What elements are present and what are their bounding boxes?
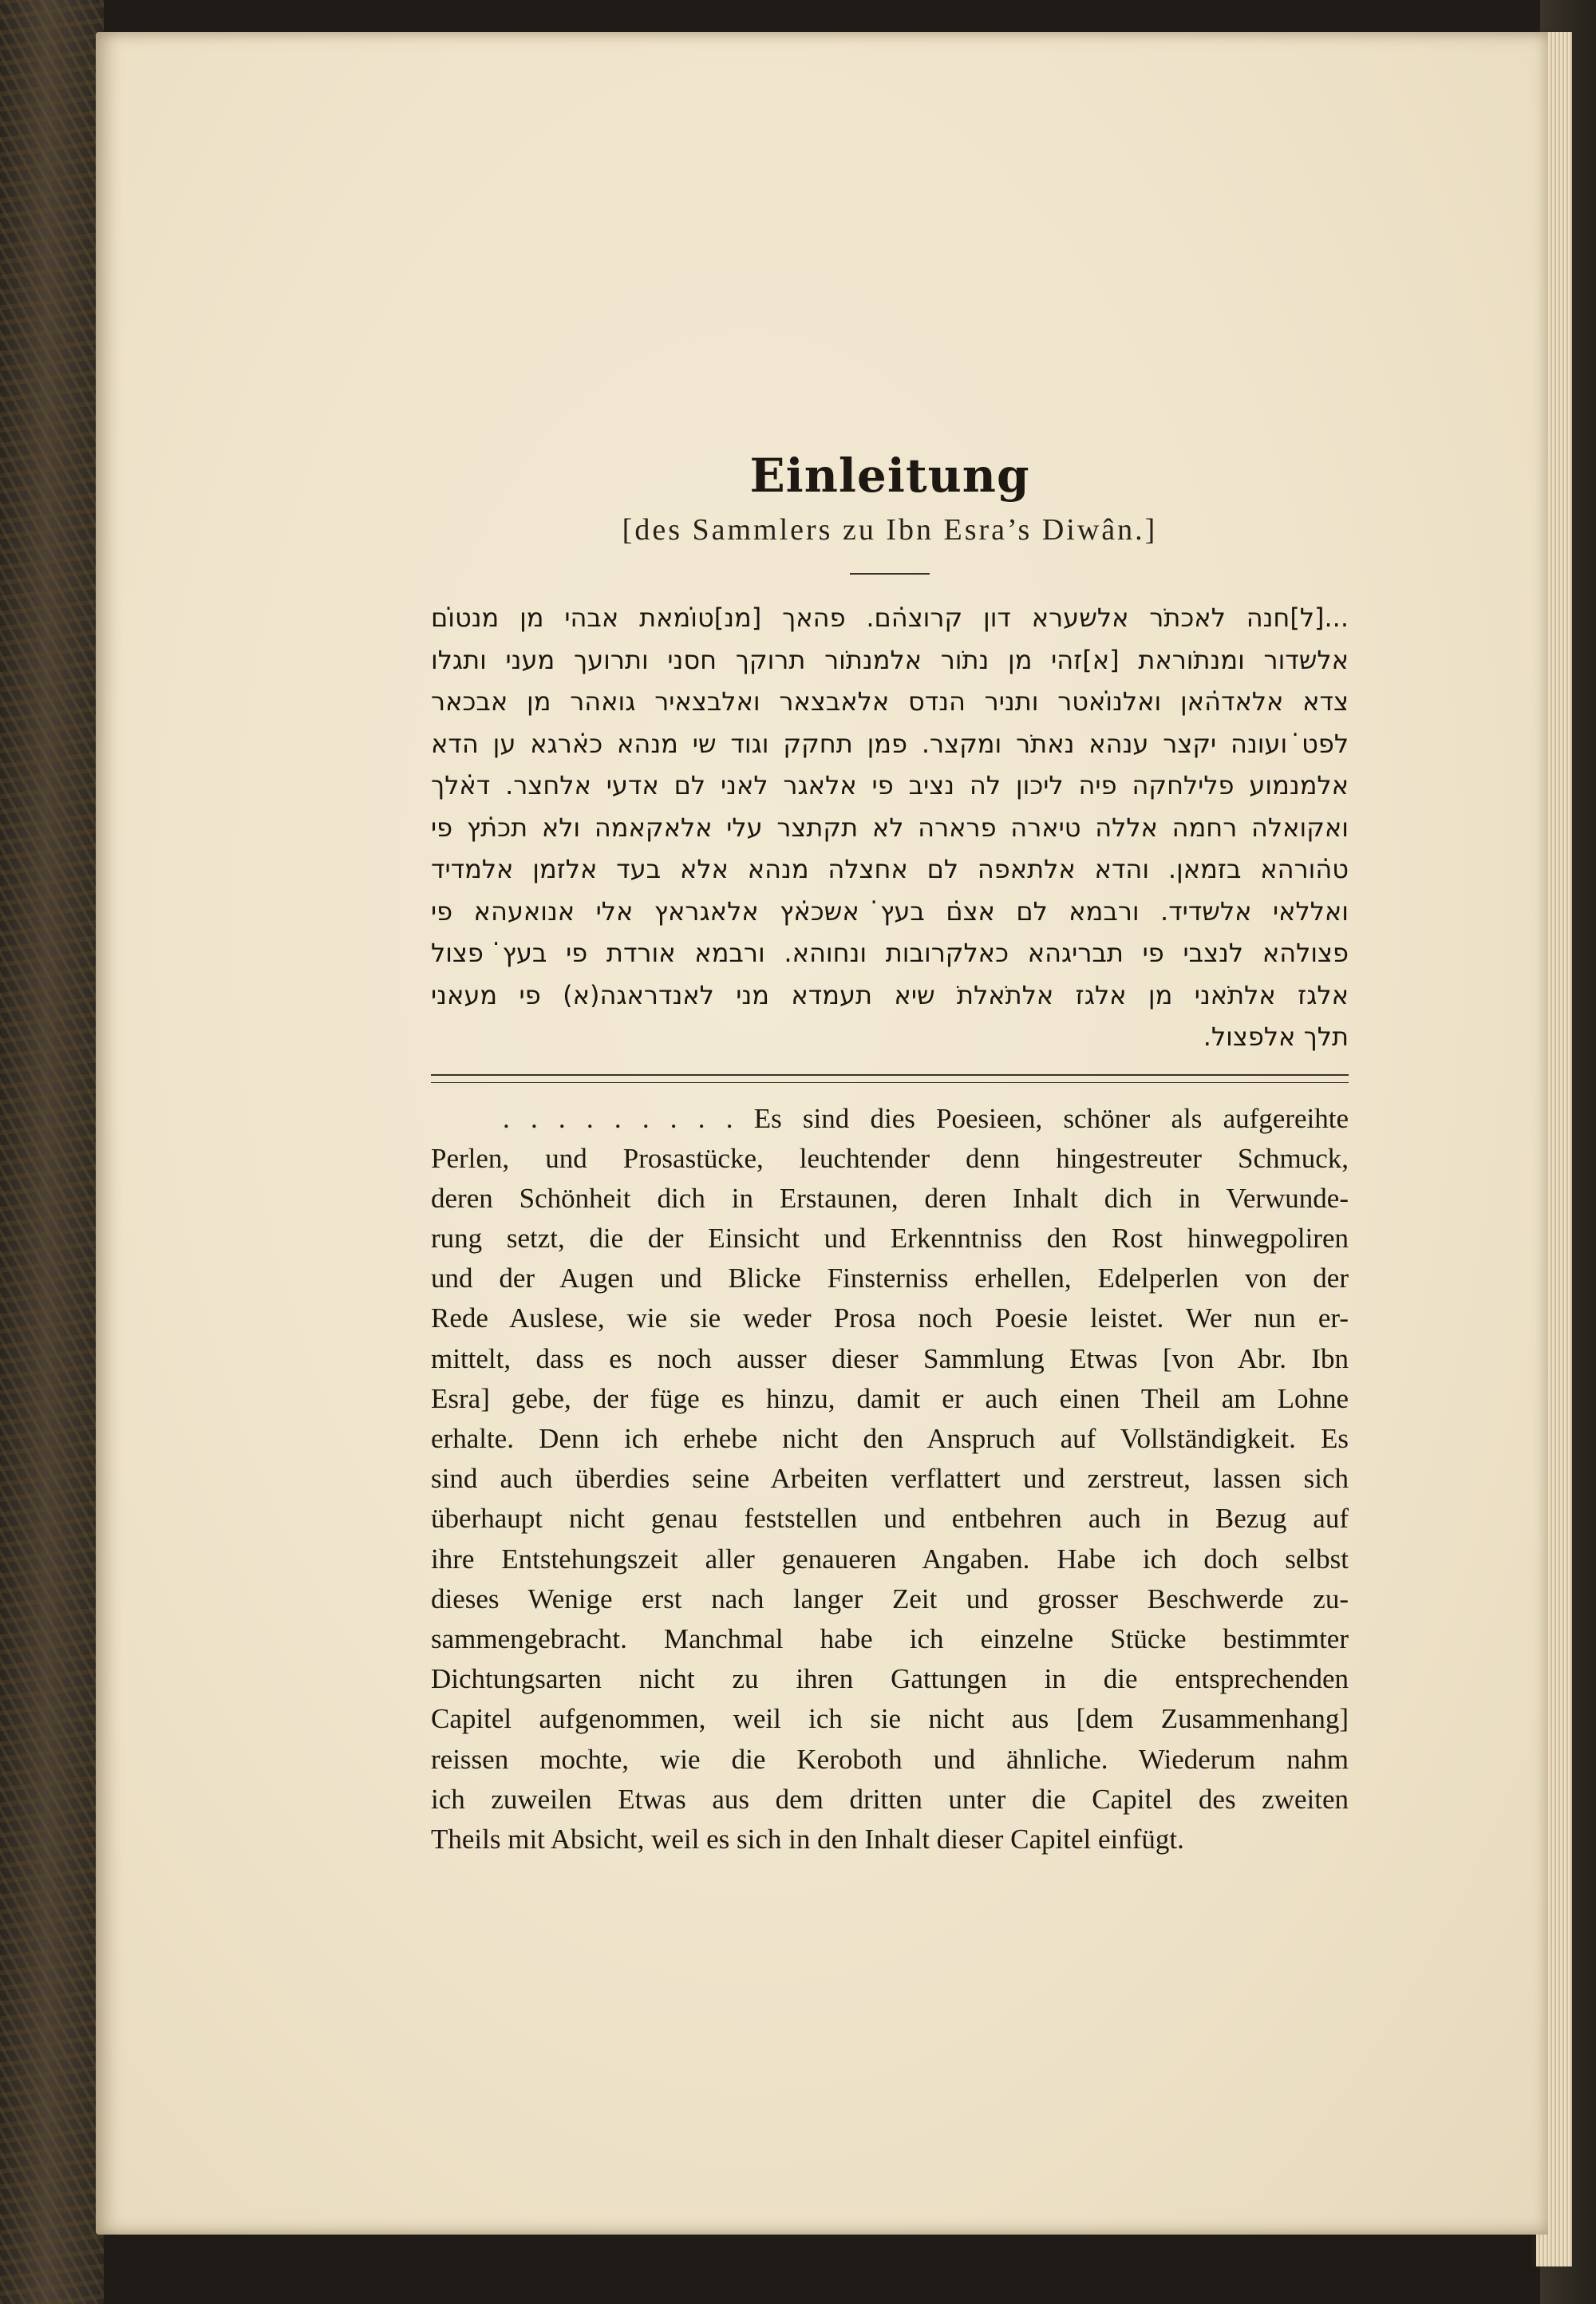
page-title: Einleitung	[749, 449, 1030, 503]
hebrew-line: אלגז אלתֹאני מן אלגז אלתֹאלתֹ שיא תעמדא מני לאנדראגה(א) פי מעאני	[431, 979, 1349, 1010]
hebrew-line: אלמנמוע פלילחקה פיה ליכון לה נציב פי אלאגר לאני לם אדעי אלחצר. ד̇אלך	[431, 770, 1349, 800]
german-line: sind auch überdies seine Arbeiten verflattert und zerstreut, lassen sich	[431, 1463, 1349, 1495]
hebrew-text-block	[431, 597, 1349, 1058]
german-line: rung setzt, die der Einsicht und Erkenntniss den Rost hinwegpoliren	[431, 1223, 1349, 1255]
hebrew-line: פצולהא לנצבי פי תבריגהא כאלקרובות ונחוהא. ורבמא אורדת פי בעץ̇ פצול	[431, 938, 1349, 968]
german-line: Perlen, und Prosastücke, leuchtender denn hingestreuter Schmuck,	[431, 1142, 1349, 1174]
short-divider	[850, 573, 930, 575]
german-line: erhalte. Denn ich erhebe nicht den Anspruch auf Vollständigkeit. Es	[431, 1423, 1349, 1454]
german-line: deren Schönheit dich in Erstaunen, deren Inhalt dich in Verwunde-	[431, 1182, 1349, 1214]
german-line: ihre Entstehungszeit aller genaueren Angaben. Habe ich doch selbst	[431, 1543, 1349, 1575]
hebrew-line: לפט̇ ועונה יקצר ענהא נאתֹר ומקצר. פמן תחקק וגוד שי מנהא כ̇ארגא ען הדא	[431, 728, 1349, 759]
hebrew-line: ...[ל]חנה לאכתֹר אלשערא דון קרוצ̇הם. פהאך [מנ]ט̇ומאת אבהי מן מנט̇ום	[431, 603, 1349, 633]
german-line: Capitel aufgenommen, weil ich sie nicht aus [dem Zusammenhang]	[431, 1703, 1349, 1735]
german-line: Dichtungsarten nicht zu ihren Gattungen in die entsprechenden	[431, 1663, 1349, 1695]
double-divider	[431, 1074, 1349, 1083]
book-binding-left	[0, 0, 104, 2304]
german-line: dieses Wenige erst nach langer Zeit und grosser Beschwerde zu-	[431, 1583, 1349, 1614]
german-line: Rede Auslese, wie sie weder Prosa noch Poesie leistet. Wer nun er-	[431, 1302, 1349, 1334]
hebrew-line: תלך אלפצול.	[1203, 1022, 1349, 1052]
german-line: mittelt, dass es noch ausser dieser Sammlung Etwas [von Abr. Ibn	[431, 1342, 1349, 1374]
hebrew-line: ואללאי אלשדיד. ורבמא לם אצ̇ם בעץ̇ אשכ̇אץ אלאגראץ אלי אנואעהא פי	[431, 895, 1349, 927]
german-line: ich zuweilen Etwas aus dem dritten unter die Capitel des zweiten	[431, 1783, 1349, 1815]
page-content	[431, 447, 1349, 1859]
german-line: Esra] gebe, der füge es hinzu, damit er auch einen Theil am Lohne	[431, 1382, 1349, 1414]
german-line: und der Augen und Blicke Finsterniss erhellen, Edelperlen von der	[431, 1263, 1349, 1294]
german-line: überhaupt nicht genau feststellen und entbehren auch in Bezug auf	[431, 1503, 1349, 1535]
hebrew-line: ט̇הורהא בזמאן. והדא אלתאפה לם אחצלה מנהא אלא בעד אלזמן אלמדיד	[431, 854, 1349, 884]
hebrew-line: צדא אלאד̇האן ואלנ̇ואטר ותניר הנדס אלאבצאר ואלבצאיר גואהר מן אבכאר	[431, 686, 1349, 717]
german-line: reissen mochte, wie die Keroboth und ähnliche. Wiederum nahm	[431, 1743, 1349, 1775]
hebrew-line: אלשדור ומנתֹוראת [א]זהי מן נתֹור אלמנתֹור תרוקך חסני ותרועך מעני ותגלו	[431, 644, 1349, 675]
german-line: Theils mit Absicht, weil es sich in den Inhalt dieser Capitel einfügt.	[431, 1823, 1184, 1855]
german-text-block	[431, 1099, 1349, 1860]
hebrew-line: ואקואלה רחמה אללה טיארה פרארה לא תקתצר עלי אלאקאמה ולא תכ̇תץ פי	[431, 812, 1349, 843]
page-subtitle: [des Sammlers zu Ibn Esra’s Diwân.]	[622, 513, 1158, 547]
german-line: sammengebracht. Manchmal habe ich einzelne Stücke bestimmter	[431, 1622, 1349, 1654]
german-line: . . . . . . . . . Es sind dies Poesieen, schöner als aufgereihte	[503, 1102, 1349, 1134]
